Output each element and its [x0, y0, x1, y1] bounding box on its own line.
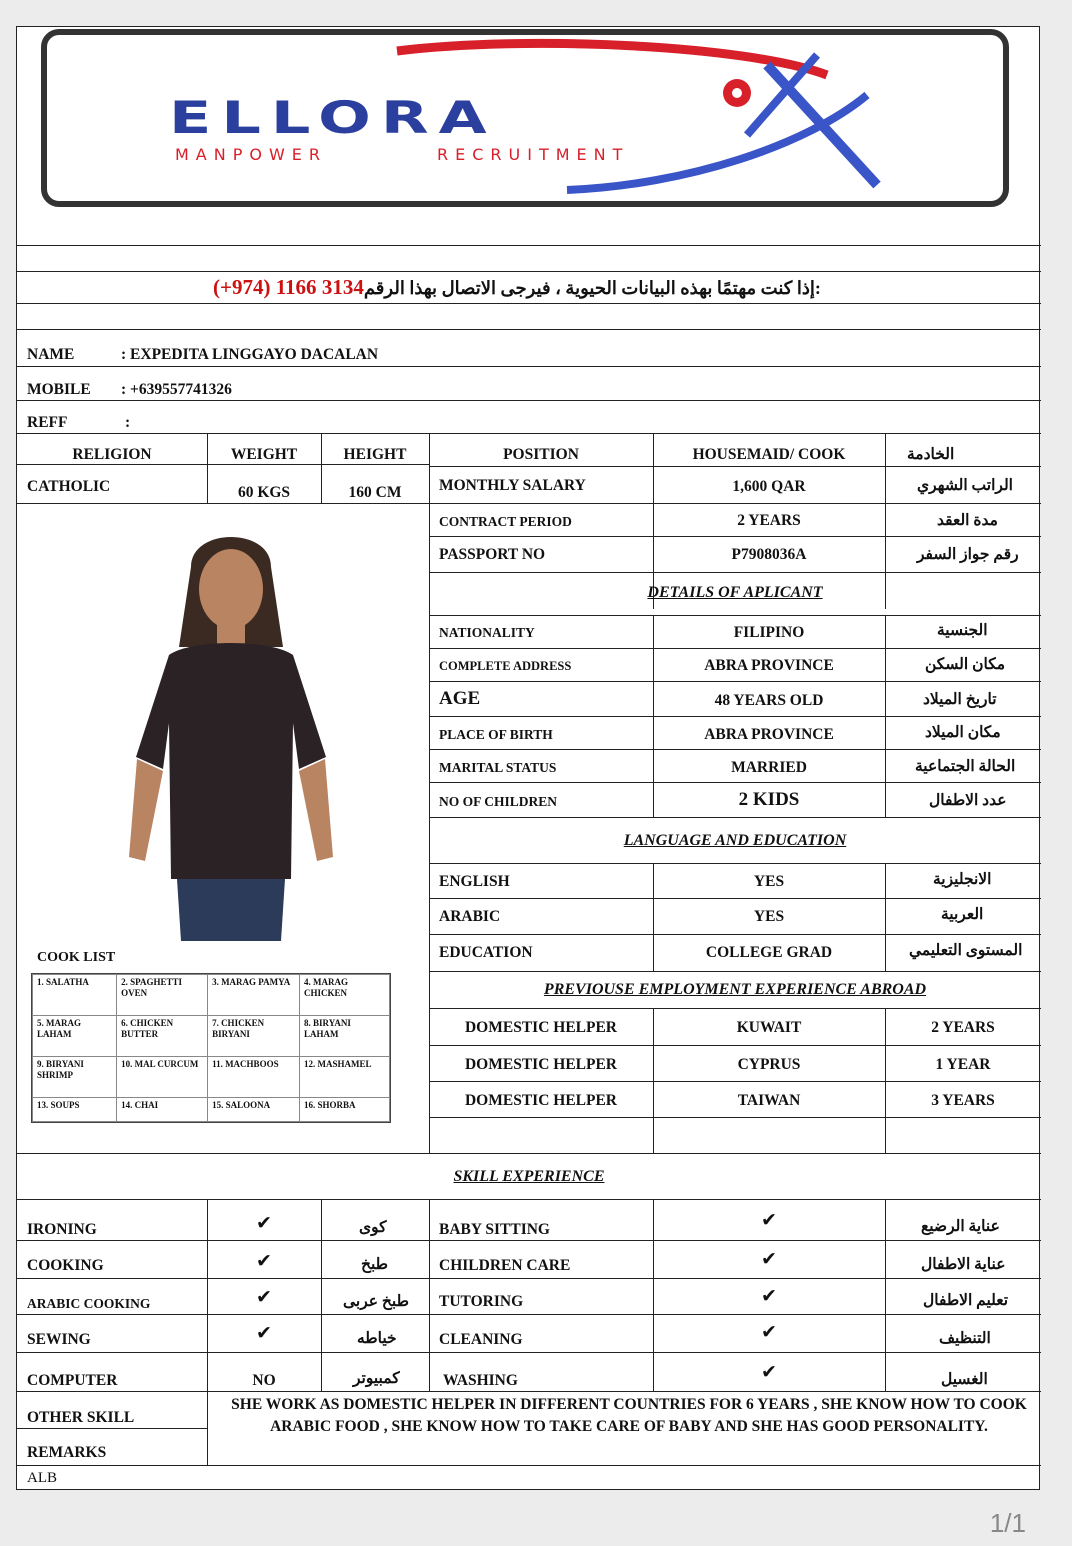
emp-years-3: 3 YEARS [931, 1092, 995, 1109]
language-title: LANGUAGE AND EDUCATION [623, 832, 847, 849]
cook-item: 10. MAL CURCUM [117, 1056, 208, 1097]
skill-check-children-care: ✔ [761, 1248, 777, 1270]
contact-text: :إذا كنت مهتمًا بهذه البيانات الحيوية ، فيرجى الاتصال بهذا الرقم [363, 278, 821, 298]
skill-ar-children-care: عناية الاطفال [921, 1256, 1006, 1273]
skill-check-arabic-cooking: ✔ [256, 1286, 272, 1308]
name-value: : EXPEDITA LINGGAYO DACALAN [121, 346, 379, 363]
cook-item: 16. SHORBA [300, 1097, 390, 1121]
skill-label-cleaning: CLEANING [439, 1331, 523, 1348]
detail-ar-marital: الحالة الجتماعية [915, 758, 1016, 775]
lang-label-arabic: ARABIC [439, 908, 501, 925]
lang-value-education: COLLEGE GRAD [705, 944, 833, 961]
detail-value-children: 2 KIDS [738, 789, 800, 810]
lang-label-education: EDUCATION [439, 944, 533, 961]
cook-item: 7. CHICKEN BIRYANI [208, 1015, 300, 1056]
lang-ar-education: المستوى التعليمي [909, 942, 1023, 959]
skill-label-sewing: SEWING [27, 1331, 91, 1348]
detail-ar-birthplace: مكان الميلاد [925, 724, 1001, 741]
skill-label-tutoring: TUTORING [439, 1293, 524, 1310]
job-label-position: POSITION [503, 446, 579, 463]
job-value-position: HOUSEMAID/ COOK [692, 446, 846, 463]
detail-value-address: ABRA PROVINCE [704, 657, 834, 674]
skill-check-cooking: ✔ [256, 1250, 272, 1272]
reff-value: : [125, 414, 131, 431]
cook-item: 14. CHAI [117, 1097, 208, 1121]
cv-page [16, 26, 1040, 1490]
brand-name: ELLORA [169, 91, 497, 144]
detail-value-marital: MARRIED [731, 759, 807, 776]
skill-check-washing: ✔ [761, 1361, 777, 1383]
job-label-salary: MONTHLY SALARY [439, 477, 586, 494]
contact-line [213, 275, 821, 299]
emp-country-2: CYPRUS [737, 1056, 801, 1073]
skill-ar-arabic-cooking: طبخ عربى [343, 1293, 409, 1310]
cook-list-table [31, 973, 391, 1123]
brand-tagline-right: RECRUITMENT [437, 145, 630, 164]
cook-item: 4. MARAG CHICKEN [300, 975, 390, 1016]
skill-label-children-care: CHILDREN CARE [439, 1257, 571, 1274]
job-label-passport: PASSPORT NO [439, 546, 546, 563]
detail-ar-age: تاريخ الميلاد [923, 691, 997, 708]
skill-label-baby-sitting: BABY SITTING [439, 1221, 550, 1238]
cook-item: 3. MARAG PAMYA [208, 975, 300, 1016]
agency-code: ALB [27, 1470, 57, 1486]
cook-item: 2. SPAGHETTI OVEN [117, 975, 208, 1016]
skill-check-ironing: ✔ [256, 1212, 272, 1234]
detail-ar-nationality: الجنسية [937, 622, 988, 639]
cook-item: 15. SALOONA [208, 1097, 300, 1121]
applicant-photo [121, 527, 341, 943]
emp-job-2: DOMESTIC HELPER [464, 1056, 617, 1073]
skill-check-cleaning: ✔ [761, 1321, 777, 1343]
cook-item: 12. MASHAMEL [300, 1056, 390, 1097]
weight-header: WEIGHT [230, 446, 298, 463]
cook-item: 8. BIRYANI LAHAM [300, 1015, 390, 1056]
detail-label-address: COMPLETE ADDRESS [439, 659, 572, 673]
emp-job-3: DOMESTIC HELPER [464, 1092, 617, 1109]
detail-value-birthplace: ABRA PROVINCE [704, 726, 834, 743]
job-ar-salary: الراتب الشهري [917, 477, 1013, 494]
height-header: HEIGHT [343, 446, 407, 463]
lang-ar-english: الانجليزية [933, 871, 992, 888]
job-ar-passport: رقم جواز السفر [917, 546, 1019, 563]
skill-value-computer: NO [252, 1372, 276, 1389]
skill-ar-baby-sitting: عناية الرضيع [921, 1218, 1000, 1235]
weight-value: 60 KGS [237, 484, 291, 501]
height-value: 160 CM [348, 484, 402, 501]
cook-item: 11. MACHBOOS [208, 1056, 300, 1097]
religion-value: CATHOLIC [27, 478, 111, 495]
mobile-value: : +639557741326 [121, 381, 232, 398]
skill-ar-cleaning: التنظيف [939, 1330, 991, 1347]
cook-item: 9. BIRYANI SHRIMP [33, 1056, 117, 1097]
name-label: NAME [27, 346, 75, 363]
skill-ar-ironing: كوى [359, 1219, 387, 1236]
job-value-contract: 2 YEARS [737, 512, 801, 529]
reff-label: REFF [27, 414, 68, 431]
detail-ar-address: مكان السكن [925, 656, 1006, 673]
emp-years-1: 2 YEARS [931, 1019, 995, 1036]
page-indicator: 1/1 [989, 1508, 1026, 1538]
lang-ar-arabic: العربية [941, 906, 984, 923]
detail-value-nationality: FILIPINO [733, 624, 805, 641]
cook-list-title: COOK LIST [37, 950, 116, 965]
detail-label-nationality: NATIONALITY [439, 625, 535, 640]
job-label-contract: CONTRACT PERIOD [439, 514, 572, 529]
remarks-label: REMARKS [27, 1444, 107, 1461]
skill-check-baby-sitting: ✔ [761, 1209, 777, 1231]
skill-ar-sewing: خياطه [357, 1330, 397, 1347]
job-value-salary: 1,600 QAR [732, 478, 806, 495]
skill-label-ironing: IRONING [27, 1221, 97, 1238]
skill-label-washing: WASHING [443, 1372, 518, 1389]
cook-item: 13. SOUPS [33, 1097, 117, 1121]
detail-label-children: NO OF CHILDREN [439, 794, 558, 809]
job-ar-contract: مدة العقد [937, 512, 998, 529]
brand-tagline-left: MANPOWER [175, 145, 328, 164]
emp-job-1: DOMESTIC HELPER [464, 1019, 617, 1036]
detail-label-marital: MARITAL STATUS [439, 760, 557, 775]
job-value-passport: P7908036A [731, 546, 807, 563]
job-ar-position: الخادمة [907, 446, 955, 463]
contact-phone[interactable]: 3134 1166 (974+) [213, 275, 364, 299]
lang-value-arabic: YES [753, 908, 785, 925]
details-title: DETAILS OF APLICANT [647, 584, 823, 601]
remarks-text: SHE WORK AS DOMESTIC HELPER IN DIFFERENT COUNTRIES FOR 6 YEARS , SHE KNOW HOW TO COOK ARABIC FOOD , SHE KNOW HOW TO TAKE CARE OF BABY AND SHE HAS GOOD PERSONALITY. [231, 1396, 1027, 1435]
skill-check-tutoring: ✔ [761, 1285, 777, 1307]
lang-value-english: YES [753, 873, 785, 890]
cook-item: 5. MARAG LAHAM [33, 1015, 117, 1056]
detail-ar-children: عدد الاطفال [929, 792, 1007, 809]
detail-label-birthplace: PLACE OF BIRTH [439, 727, 553, 742]
religion-header: RELIGION [72, 446, 152, 463]
skill-label-cooking: COOKING [27, 1257, 104, 1274]
other-skill-label: OTHER SKILL [27, 1409, 135, 1426]
skill-ar-tutoring: تعليم الاطفال [923, 1292, 1009, 1309]
detail-label-age: AGE [439, 688, 481, 709]
emp-country-3: TAIWAN [737, 1092, 801, 1109]
detail-value-age: 48 YEARS OLD [714, 692, 824, 709]
emp-country-1: KUWAIT [736, 1019, 802, 1036]
emp-years-2: 1 YEAR [935, 1056, 991, 1073]
skills-title: SKILL EXPERIENCE [453, 1168, 605, 1185]
skill-label-computer: COMPUTER [27, 1372, 118, 1389]
skill-check-sewing: ✔ [256, 1322, 272, 1344]
skill-ar-cooking: طبخ [361, 1256, 389, 1273]
skill-ar-washing: الغسيل [941, 1371, 988, 1388]
skill-label-arabic-cooking: ARABIC COOKING [27, 1296, 151, 1311]
employment-title: PREVIOUSE EMPLOYMENT EXPERIENCE ABROAD [543, 981, 927, 998]
cook-item: 1. SALATHA [33, 975, 117, 1016]
mobile-label: MOBILE [27, 381, 91, 398]
lang-label-english: ENGLISH [439, 873, 510, 890]
cook-item: 6. CHICKEN BUTTER [117, 1015, 208, 1056]
logo-banner [41, 29, 1009, 207]
skill-ar-computer: كمبيوتر [353, 1370, 400, 1387]
